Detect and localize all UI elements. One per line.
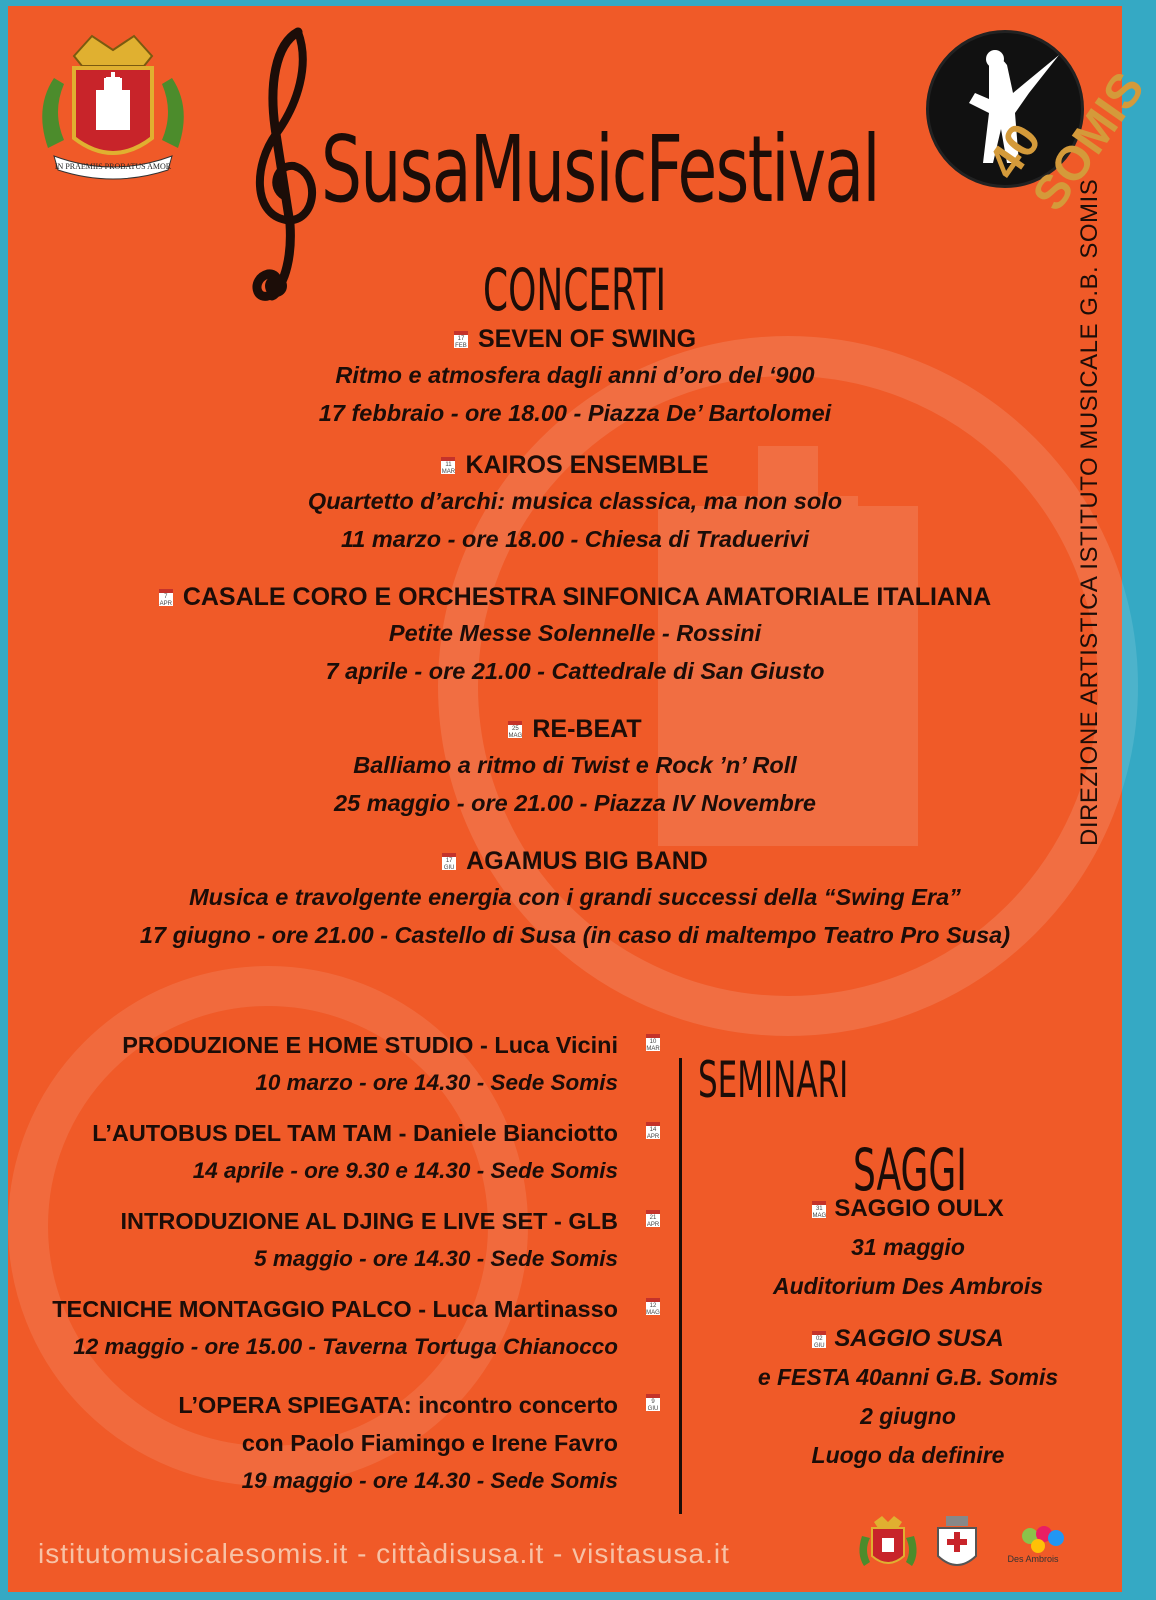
concert-title: AGAMUS BIG BAND xyxy=(466,847,708,875)
calendar-icon: 10 MAR xyxy=(646,1034,660,1051)
des-ambrois-logo xyxy=(990,1522,1076,1568)
saggio-detail: e FESTA 40anni G.B. Somis xyxy=(757,1364,1059,1390)
somis-badge-text: 40 SOMIS xyxy=(977,63,1155,221)
calendar-icon: 25 MAG xyxy=(508,721,522,738)
municipal-crest-logo xyxy=(932,1514,982,1576)
concert-description: Musica e travolgente energia con i grandi successi della “Swing Era” xyxy=(189,884,961,910)
seminar-item xyxy=(52,1290,618,1366)
calendar-icon: 12 MAG xyxy=(646,1298,660,1315)
seminar-title: L’OPERA SPIEGATA: xyxy=(178,1392,412,1418)
concert-date-venue: 17 febbraio - ore 18.00 - Piazza De’ Bartolomei xyxy=(318,400,832,426)
saggio-detail: 31 maggio xyxy=(851,1234,965,1260)
concert-description: Quartetto d’archi: musica classica, ma non solo xyxy=(307,488,843,514)
concert-description: Petite Messe Solennelle - Rossini xyxy=(388,620,762,646)
concert-item xyxy=(18,580,1132,690)
susa-city-crest-logo xyxy=(856,1514,920,1576)
saggio-title: SAGGIO SUSA xyxy=(834,1325,1004,1352)
concerti-heading: CONCERTI xyxy=(483,256,667,324)
calendar-icon: 9 GIU xyxy=(646,1394,660,1411)
seminar-date-venue: 14 aprile - ore 9.30 e 14.30 - Sede Somis xyxy=(192,1158,618,1183)
saggio-title: SAGGIO OULX xyxy=(834,1195,1004,1222)
seminar-title: TECNICHE MONTAGGIO PALCO xyxy=(52,1296,412,1322)
calendar-icon: 7 APR xyxy=(159,589,173,606)
concert-title: CASALE CORO E ORCHESTRA SINFONICA AMATORIALE ITALIANA xyxy=(182,583,992,611)
artistic-direction-credit: DIREZIONE ARTISTICA ISTITUTO MUSICALE G.B. SOMIS xyxy=(1076,178,1103,846)
festival-title-text: SusaMusicFestival xyxy=(321,116,879,223)
concert-title: SEVEN OF SWING xyxy=(477,325,697,353)
concert-description: Balliamo a ritmo di Twist e Rock ’n’ Roll xyxy=(353,752,797,778)
poster xyxy=(8,6,1155,1592)
calendar-icon: 17 GIU xyxy=(442,853,456,870)
seminar-teacher: - GLB xyxy=(547,1208,618,1234)
des-ambrois-label: Des Ambrois xyxy=(1007,1554,1059,1564)
column-divider xyxy=(679,1058,682,1514)
seminar-teacher: - Luca Martinasso xyxy=(411,1296,618,1322)
seminar-title: PRODUZIONE E HOME STUDIO xyxy=(122,1032,474,1058)
crest-motto: IN PRAEMIIS PROBATUS AMOR xyxy=(54,162,172,171)
concert-date-venue: 11 marzo - ore 18.00 - Chiesa di Traduerivi xyxy=(340,526,809,552)
footer-websites: istitutomusicalesomis.it - cittàdisusa.it - visitasusa.it xyxy=(38,1538,730,1569)
concert-title: KAIROS ENSEMBLE xyxy=(465,451,709,479)
concert-description: Ritmo e atmosfera dagli anni d’oro del ‘900 xyxy=(335,362,815,388)
concert-item xyxy=(18,844,1132,954)
saggio-detail: 2 giugno xyxy=(860,1403,956,1429)
concert-item xyxy=(18,448,1132,558)
calendar-icon: 31 MAG xyxy=(812,1201,826,1218)
seminar-item xyxy=(92,1114,618,1190)
calendar-icon: 02 GIU xyxy=(812,1331,826,1348)
seminar-item xyxy=(121,1202,618,1278)
seminari-heading: SEMINARI xyxy=(698,1051,849,1109)
seminar-item xyxy=(122,1026,618,1102)
seminar-date-venue: 19 maggio - ore 14.30 - Sede Somis xyxy=(241,1468,618,1493)
concert-item xyxy=(18,712,1132,822)
concert-date-venue: 17 giugno - ore 21.00 - Castello di Susa (in caso di maltempo Teatro Pro Susa) xyxy=(139,922,1011,948)
seminar-guests: con Paolo Fiamingo e Irene Favro xyxy=(241,1430,618,1456)
saggio-item xyxy=(753,1190,1063,1306)
calendar-icon: 11 MAR xyxy=(441,457,455,474)
calendar-icon: 17 FEB xyxy=(454,331,468,348)
susa-coat-of-arms-logo xyxy=(34,28,192,188)
seminar-title: L’AUTOBUS DEL TAM TAM xyxy=(92,1120,393,1146)
saggio-detail: Luogo da definire xyxy=(811,1442,1005,1468)
seminar-title: INTRODUZIONE AL DJING E LIVE SET xyxy=(120,1208,548,1234)
seminar-date-venue: 10 marzo - ore 14.30 - Sede Somis xyxy=(255,1070,618,1095)
seminar-teacher: incontro concerto xyxy=(411,1392,618,1418)
seminar-date-venue: 5 maggio - ore 14.30 - Sede Somis xyxy=(254,1246,618,1271)
concert-date-venue: 25 maggio - ore 21.00 - Piazza IV Novembre xyxy=(334,790,816,816)
calendar-icon: 14 APR xyxy=(646,1122,660,1139)
concert-date-venue: 7 aprile - ore 21.00 - Cattedrale di San Giusto xyxy=(325,658,825,684)
somis-40-logo xyxy=(926,30,1155,221)
saggio-detail: Auditorium Des Ambrois xyxy=(772,1273,1044,1299)
calendar-icon: 21 APR xyxy=(646,1210,660,1227)
seminar-item xyxy=(178,1386,618,1500)
seminar-teacher: - Luca Vicini xyxy=(473,1032,618,1058)
saggio-item xyxy=(753,1320,1063,1475)
seminar-teacher: - Daniele Bianciotto xyxy=(392,1120,618,1146)
concert-title: RE-BEAT xyxy=(532,715,642,743)
seminar-date-venue: 12 maggio - ore 15.00 - Taverna Tortuga Chianocco xyxy=(73,1334,618,1359)
saggi-heading: SAGGI xyxy=(853,1136,967,1204)
treble-clef-icon xyxy=(246,24,326,314)
concert-item xyxy=(18,322,1132,432)
